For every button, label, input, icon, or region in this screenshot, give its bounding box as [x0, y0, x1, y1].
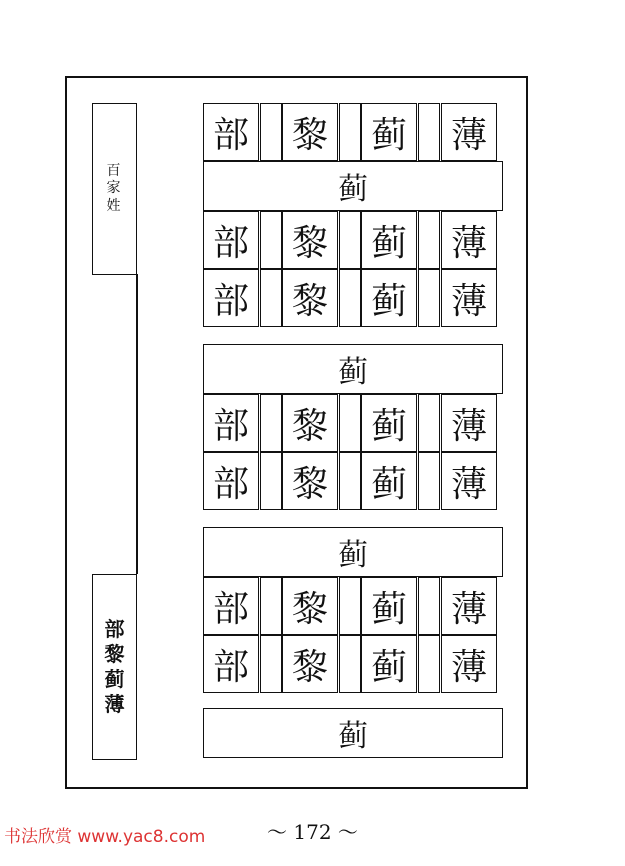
- char-cell: 薄: [441, 394, 497, 452]
- char-cell: 蓟: [361, 577, 417, 635]
- char-cell: 蓟: [361, 269, 417, 327]
- spacer-cell: [260, 103, 282, 161]
- wide-char-cell: 蓟: [203, 708, 503, 758]
- spacer-cell: [339, 269, 361, 327]
- char-cell: 部: [203, 269, 259, 327]
- char-cell: 蓟: [361, 103, 417, 161]
- spacer-cell: [260, 635, 282, 693]
- char-cell: 部: [203, 103, 259, 161]
- char-cell: 薄: [441, 269, 497, 327]
- char-row: [203, 211, 503, 269]
- side-label-char: 百: [106, 162, 123, 179]
- char-cell: 黎: [282, 394, 338, 452]
- char-cell: 黎: [282, 103, 338, 161]
- char-cell: 蓟: [361, 452, 417, 510]
- column-divider: [136, 274, 138, 574]
- spacer-cell: [418, 211, 440, 269]
- calligraphy-grid: [203, 103, 503, 760]
- spacer-cell: [339, 394, 361, 452]
- side-label-char: 薄: [104, 692, 125, 716]
- page-number: ～ 172 ～: [267, 820, 358, 844]
- side-label-char: 蓟: [104, 667, 125, 691]
- spacer-cell: [418, 394, 440, 452]
- side-label-box-bottom: [92, 574, 137, 760]
- spacer-cell: [418, 269, 440, 327]
- char-row: [203, 103, 503, 161]
- char-cell: 蓟: [361, 211, 417, 269]
- side-label-char: 家: [106, 180, 123, 197]
- spacer-cell: [260, 452, 282, 510]
- wide-char-cell: 蓟: [203, 161, 503, 211]
- char-cell: 黎: [282, 452, 338, 510]
- char-cell: 薄: [441, 452, 497, 510]
- spacer-cell: [339, 452, 361, 510]
- char-cell: 部: [203, 211, 259, 269]
- char-row: [203, 577, 503, 635]
- side-label-char: 姓: [106, 197, 123, 214]
- char-row: [203, 269, 503, 327]
- spacer-cell: [339, 635, 361, 693]
- char-cell: 薄: [441, 211, 497, 269]
- spacer-cell: [339, 211, 361, 269]
- char-cell: 薄: [441, 635, 497, 693]
- char-row: [203, 394, 503, 452]
- char-cell: 薄: [441, 577, 497, 635]
- spacer-cell: [339, 103, 361, 161]
- spacer-cell: [260, 394, 282, 452]
- side-label-char: 部: [104, 617, 125, 641]
- char-cell: 薄: [441, 103, 497, 161]
- char-cell: 部: [203, 394, 259, 452]
- char-cell: 蓟: [361, 635, 417, 693]
- wide-char-cell: 蓟: [203, 527, 503, 577]
- spacer-cell: [418, 103, 440, 161]
- spacer-cell: [418, 635, 440, 693]
- spacer-cell: [418, 577, 440, 635]
- spacer-cell: [260, 269, 282, 327]
- side-label-char: 黎: [104, 642, 125, 666]
- char-cell: 部: [203, 635, 259, 693]
- spacer-cell: [260, 577, 282, 635]
- side-label-box-top: [92, 103, 137, 275]
- char-cell: 蓟: [361, 394, 417, 452]
- char-cell: 黎: [282, 635, 338, 693]
- char-row: [203, 452, 503, 510]
- watermark: 书法欣赏 www.yac8.com: [4, 827, 206, 847]
- char-cell: 黎: [282, 269, 338, 327]
- char-cell: 黎: [282, 577, 338, 635]
- spacer-cell: [260, 211, 282, 269]
- char-cell: 黎: [282, 211, 338, 269]
- char-cell: 部: [203, 577, 259, 635]
- spacer-cell: [418, 452, 440, 510]
- char-row: [203, 635, 503, 693]
- wide-char-cell: 蓟: [203, 344, 503, 394]
- char-cell: 部: [203, 452, 259, 510]
- spacer-cell: [339, 577, 361, 635]
